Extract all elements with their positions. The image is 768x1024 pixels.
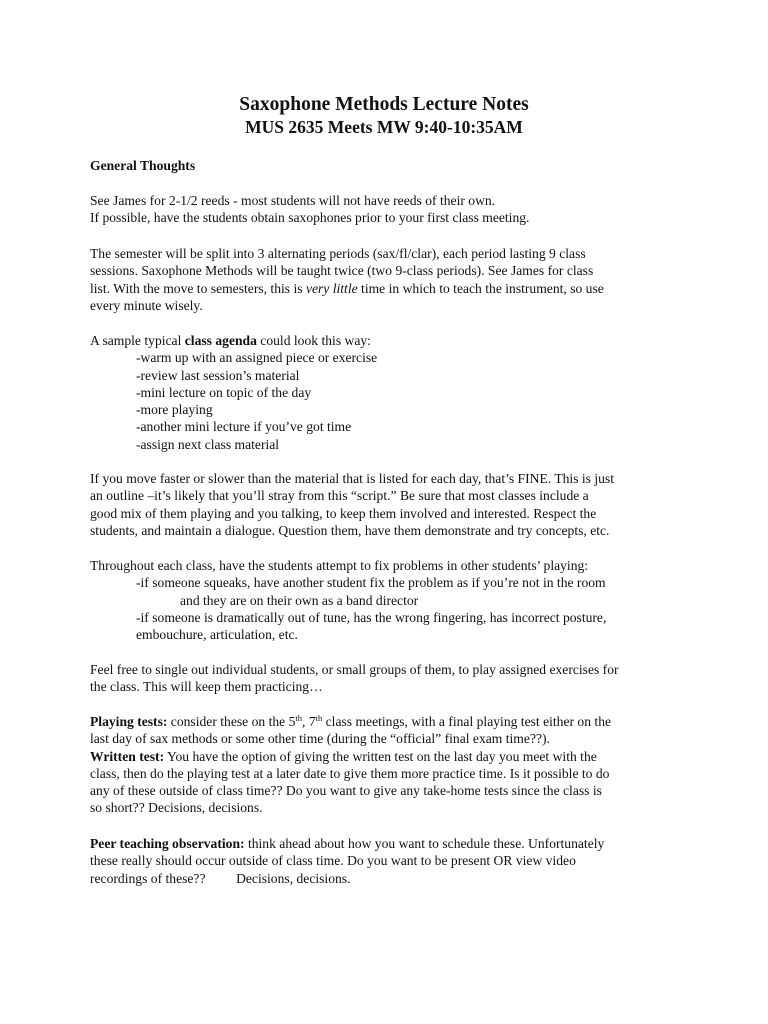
paragraph-pacing (90, 470, 700, 539)
paragraph-reeds (90, 192, 700, 227)
paragraph-single-out (90, 661, 700, 696)
course-subtitle: MUS 2635 Meets MW 9:40-10:35AM (245, 117, 523, 137)
list-item: -if someone is dramatically out of tune, has the wrong fingering, has incorrect posture, (136, 609, 607, 625)
paragraph-peer-fixing (90, 557, 700, 643)
paragraph-tests (90, 713, 700, 817)
paragraph-class-agenda (90, 332, 700, 453)
text-line (90, 748, 700, 765)
text-line: last day of sax methods or some other time (during the “official” final exam time??). (90, 731, 550, 747)
text-line: recordings of these?? Decisions, decisions. (90, 870, 351, 886)
list-item-continuation: and they are on their own as a band director (180, 592, 419, 608)
text-span: A sample typical (90, 333, 185, 348)
text-line: every minute wisely. (90, 297, 203, 313)
text-line: students, and maintain a dialogue. Question them, have them demonstrate and try concepts, etc. (90, 522, 610, 538)
text-line: If you move faster or slower than the material that is listed for each day, that’s FINE. This is just (90, 471, 614, 486)
agenda-item: -another mini lecture if you’ve got time (136, 419, 352, 435)
paragraph-semester (90, 245, 700, 314)
superscript: th (315, 713, 323, 723)
text-span: , 7 (302, 714, 316, 729)
page-title: Saxophone Methods Lecture Notes (239, 94, 529, 115)
agenda-item: -warm up with an assigned piece or exercise (136, 350, 378, 366)
text-span: time in which to teach the instrument, so use (357, 280, 604, 296)
superscript: th (295, 713, 303, 723)
text-line (90, 332, 700, 349)
text-span: You have the option of giving the written test on the last day you meet with the (164, 748, 597, 764)
text-line: See James for 2-1/2 reeds - most students will not have reeds of their own. (90, 193, 496, 208)
text-span: could look this way: (256, 333, 371, 348)
written-test-label: Written test: (90, 748, 165, 764)
text-line: an outline –it’s likely that you’ll stray from this “script.” Be sure that most classes include a (90, 488, 589, 504)
agenda-item: -mini lecture on topic of the day (136, 384, 312, 400)
text-span: think ahead about how you want to schedule these. Unfortunately (244, 836, 605, 851)
agenda-item: -review last session’s material (136, 367, 300, 383)
bold-text: class agenda (184, 333, 257, 348)
text-line (90, 713, 700, 730)
text-line: sessions. Saxophone Methods will be taught twice (two 9-class periods). See James for class (90, 263, 594, 279)
emphasis-text: very little (305, 280, 358, 296)
text-line (90, 835, 700, 852)
text-line: so short?? Decisions, decisions. (90, 800, 263, 816)
text-line (90, 280, 700, 297)
list-item: -if someone squeaks, have another student fix the problem as if you’re not in the room (136, 575, 606, 591)
section-heading: General Thoughts (90, 158, 196, 173)
text-span: consider these on the 5 (167, 714, 296, 729)
text-span: list. With the move to semesters, this is (90, 280, 306, 296)
text-line: good mix of them playing and you talking, to keep them involved and interested. Respect the (90, 505, 597, 521)
text-line: the class. This will keep them practicing… (90, 679, 323, 695)
peer-teaching-label: Peer teaching observation: (90, 836, 245, 851)
text-line: If possible, have the students obtain saxophones prior to your first class meeting. (90, 210, 530, 226)
agenda-item: -assign next class material (136, 436, 280, 452)
list-item-continuation: embouchure, articulation, etc. (136, 627, 298, 643)
text-line: Throughout each class, have the students attempt to fix problems in other students’ playing: (90, 558, 589, 573)
text-line: The semester will be split into 3 alternating periods (sax/fl/clar), each period lasting 9 class (90, 246, 586, 261)
text-line: Feel free to single out individual students, or small groups of them, to play assigned exercises for (90, 662, 619, 677)
paragraph-peer-teaching (90, 835, 700, 887)
text-span: class meetings, with a final playing test either on the (322, 714, 612, 729)
agenda-item: -more playing (136, 402, 213, 418)
text-line: class, then do the playing test at a later date to give them more practice time. Is it possible to do (90, 765, 610, 781)
text-line: these really should occur outside of class time. Do you want to be present OR view video (90, 853, 576, 869)
text-line: any of these outside of class time?? Do you want to give any take-home tests since the class is (90, 783, 602, 799)
playing-tests-label: Playing tests: (90, 714, 168, 729)
